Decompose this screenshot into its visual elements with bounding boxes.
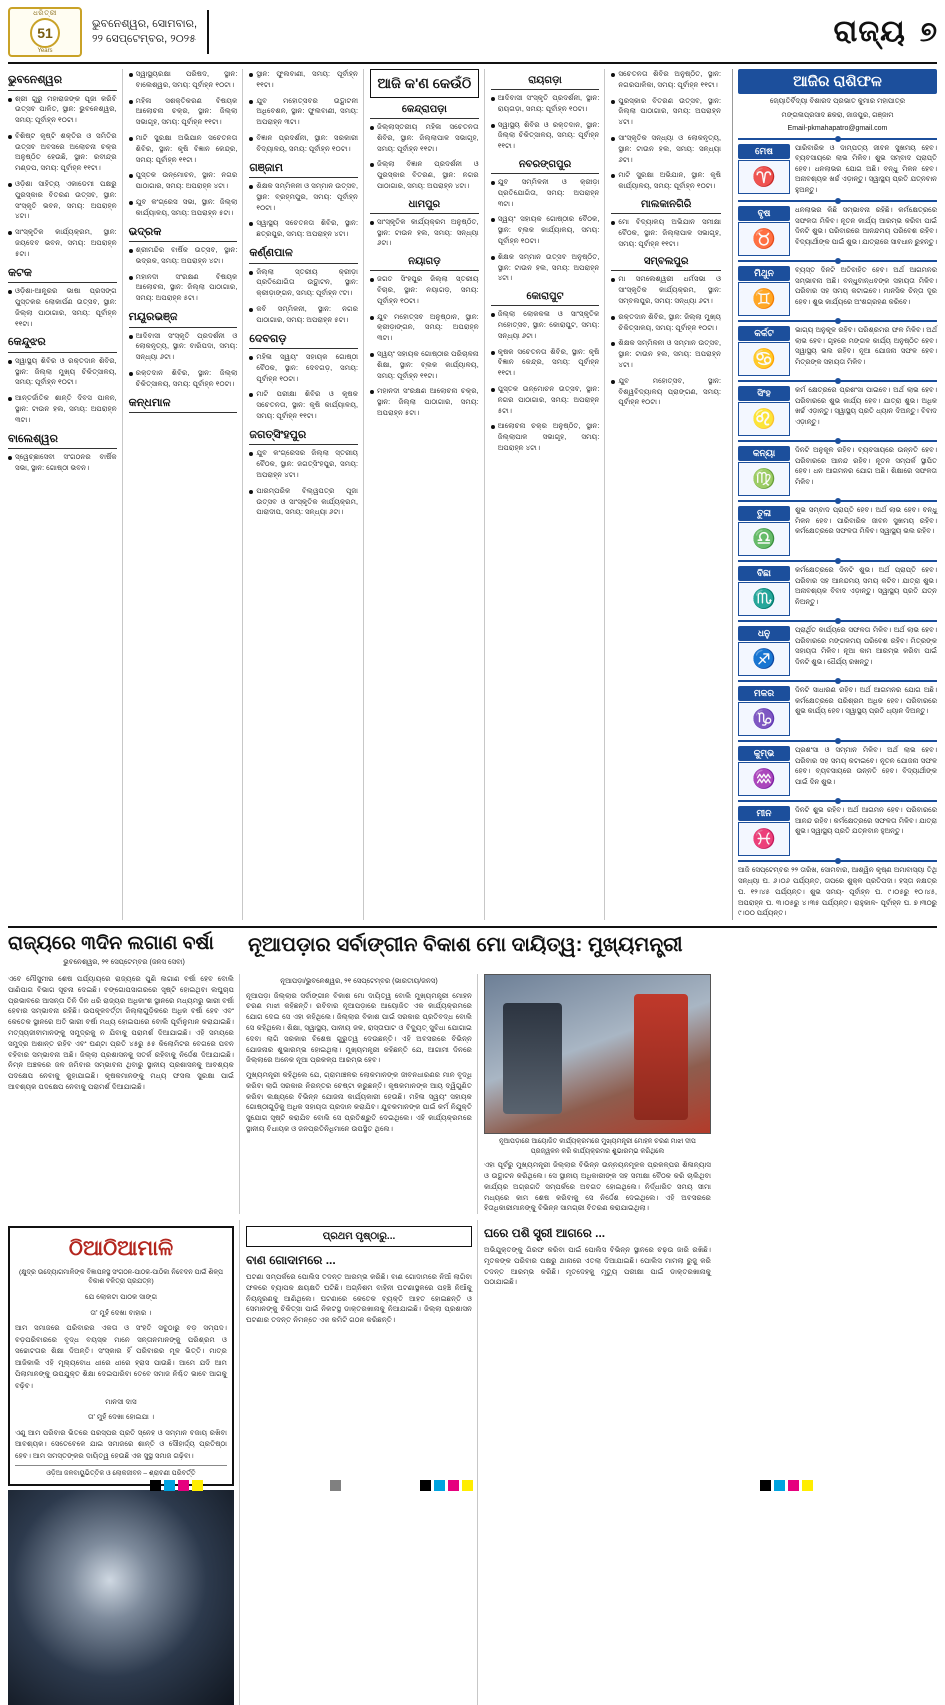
- city-heading: ଭଦ୍ରକ: [129, 224, 238, 243]
- event-item: ଆଦିବାସୀ ସଂସ୍କୃତି ପ୍ରଦର୍ଶନୀ ଓ ଲୋକନୃତ୍ୟ, ସ୍ଥାନ: ବାରିପଦା, ସମୟ: ସନ୍ଧ୍ୟା ୬ଟା।: [129, 331, 238, 363]
- zodiac-name: ମକର: [738, 686, 790, 701]
- weather-story-head: [8, 933, 240, 970]
- swatch-group-mid2: [420, 1480, 473, 1491]
- event-item: ଶିକ୍ଷକ ସମ୍ମାନ ଉତ୍ସବ ଅନୁଷ୍ଠିତ, ସ୍ଥାନ: ଟାଉନ ହଲ, ସମୟ: ଅପରାହ୍ନ ୪ଟା।: [491, 252, 600, 284]
- divider: [738, 138, 937, 140]
- page-number: ୭: [919, 16, 937, 47]
- cm-byline: ନୂଆପଡ଼ା/ଭୁବନେଶ୍ୱର, ୨୧ ସେପ୍ଟେମ୍ବର (ଭାରତୀୟ/ଜନସ): [280, 978, 438, 986]
- scorpio-icon: ♏: [738, 582, 790, 616]
- astrologer-email: Email-pkmahapatro@gmail.com: [787, 125, 888, 132]
- zodiac-text: ଧନଲାଭର କିଛି ସମ୍ଭାବନା ରହିଛି। କର୍ମକ୍ଷେତ୍ରରେ ସଫଳତା ମିଳିବ। ନୂତନ କାର୍ଯ୍ୟ ଆରମ୍ଭ କରିବା ପାଇଁ ଦିନଟି ଶୁଭ। ପରିବାରରେ ଆନନ୍ଦମୟ ପରିବେଶ ରହିବ। ବିଦ୍ୟାର୍ଥୀଙ୍କ ପାଇଁ ଶୁଭ। ଯାତ୍ରାରେ ସାବଧାନ ରୁହନ୍ତୁ।: [795, 207, 938, 246]
- event-item: ପାରମ୍ପରିକ ବିଲ୍ୱପତ୍ର ପୂଜା ଉତ୍ସବ ଓ ସାଂସ୍କୃତିକ କାର୍ଯ୍ୟକ୍ରମ, ପାରାଦୀପ, ସମୟ: ସନ୍ଧ୍ୟା ୬ଟା।: [249, 486, 358, 518]
- event-item: ଆଦିବାସୀ ସଂସ୍କୃତି ପ୍ରଦର୍ଶନୀ, ସ୍ଥାନ: ରାୟଗଡ଼ା, ସମୟ: ପୂର୍ବାହ୍ନ ୧୦ଟା।: [491, 93, 600, 115]
- event-item: ମାଟି ସୁରକ୍ଷା ଅଭିଯାନ, ସ୍ଥାନ: କୃଷି କାର୍ଯ୍ୟାଳୟ, ସମୟ: ପୂର୍ବାହ୍ନ ୧୦ଟା।: [611, 170, 721, 192]
- event-item: ସ୍ୱାସ୍ଥ୍ୟରକ୍ଷା ପରିଷଦ, ସ୍ଥାନ: ବାଲେଶ୍ୱର, ସମୟ: ପୂର୍ବାହ୍ନ ୧୦ଟା।: [129, 69, 238, 91]
- divider: [738, 380, 937, 382]
- zodiac-name: କର୍କଟ: [738, 326, 790, 341]
- photo-caption: ନୂଆପଡ଼ାରେ ଆୟୋଜିତ କାର୍ଯ୍ୟକ୍ରମରେ ମୁଖ୍ୟମନ୍ତ୍ରୀ ମୋହନ ଚରଣ ମାଝୀ ଦୀପ ପ୍ରଜ୍ୱଳନ କରି କାର୍ଯ୍ୟକ୍ରମର ଶୁଭାରମ୍ଭ କରିଥିଲେ: [499, 1138, 696, 1155]
- event-item: ଓଡ଼ିଶା ସାହିତ୍ୟ ଏକାଡେମୀ ପକ୍ଷରୁ ପୁରସ୍କାର ବିତରଣ ଉତ୍ସବ, ସ୍ଥାନ: ସଂସ୍କୃତି ଭବନ, ସମୟ: ଅପରାହ୍ନ ୪ଟା।: [8, 179, 117, 222]
- publication-logo: [8, 7, 82, 57]
- event-item: ବିଶିଷ୍ଟ କୃଷ୍ଟି ଶକ୍ତିର ଓ ସମିତିର ଉତ୍ସବ ଅବସରେ ଅଲୋଚନା ଚକ୍ର ଅନୁଷ୍ଠିତ ହେଉଛି, ସ୍ଥାନ: ରବୀନ୍ଦ୍ର ମଣ୍ଡପ, ସମୟ: ପୂର୍ବାହ୍ନ ୧୧ଟା।: [8, 131, 117, 174]
- swatch-magenta: [448, 1480, 459, 1491]
- cm-body-3: ଏହା ପୂର୍ବରୁ ମୁଖ୍ୟମନ୍ତ୍ରୀ ଜିଲ୍ଲାର ବିଭିନ୍ନ ଉନ୍ନୟନମୂଳକ ପ୍ରକଳ୍ପର ଶିଳାନ୍ୟାସ ଓ ଉଦ୍ଘାଟନ କରିଥିଲେ। ସେ ସ୍ଥାନୀୟ ଅଧିକାରୀଙ୍କ ସହ ସମୀକ୍ଷା ବୈଠକ କରି ଚାଲିଥିବା କାର୍ଯ୍ୟର ଅଗ୍ରଗତି ସମ୍ପର୍କରେ ଅବଗତ ହୋଇଥିଲେ। ନିର୍ଦ୍ଧାରିତ ସମୟ ସୀମା ମଧ୍ୟରେ କାମ ଶେଷ କରିବାକୁ ସେ ନିର୍ଦ୍ଦେଶ ଦେଇଥିଲେ। ଏହି ଅବସରରେ ହିତାଧିକାରୀମାନଙ୍କୁ ବିଭିନ୍ନ ସାମଗ୍ରୀ ବିତରଣ କରାଯାଇଥିଲା।: [484, 1160, 711, 1213]
- city-heading: କେନ୍ଦ୍ରାପଡ଼ା: [370, 102, 479, 119]
- cm-body-2: ମୁଖ୍ୟମନ୍ତ୍ରୀ କହିଥିଲେ ଯେ, ଗ୍ରାମାଞ୍ଚଳର ଲୋକମାନଙ୍କ ଜୀବନଧାରଣର ମାନ ବୃଦ୍ଧି କରିବା ଲାଗି ସରକାର ନିରନ୍ତର ଚେଷ୍ଟା କରୁଛନ୍ତି। କୃଷକମାନଙ୍କ ଆୟ ଦ୍ୱିଗୁଣିତ କରିବା ଲକ୍ଷ୍ୟରେ ବିଭିନ୍ନ ଯୋଜନା କାର୍ଯ୍ୟକାରୀ ହେଉଛି। ମହିଳା ସ୍ୱୟଂ ସହାୟକ ଗୋଷ୍ଠୀଗୁଡ଼ିକୁ ଅଧିକ ସହାୟତା ପ୍ରଦାନ କରାଯିବ। ଯୁବକମାନଙ୍କ ପାଇଁ କର୍ମ ନିଯୁକ୍ତି ସୁଯୋଗ ସୃଷ୍ଟି କରାଯିବ ବୋଲି ସେ ପ୍ରତିଶ୍ରୁତି ଦେଇଥିଲେ। ଏହି କାର୍ଯ୍ୟକ୍ରମରେ ସ୍ଥାନୀୟ ବିଧାୟକ ଓ ଜନପ୍ରତିନିଧିମାନେ ଉପସ୍ଥିତ ଥିଲେ।: [246, 1070, 472, 1134]
- feature-ad-column: [8, 1220, 240, 1705]
- zodiac-text: ଦିନଟି ଅନୁକୂଳ ରହିବ। ବ୍ୟବସାୟରେ ଉନ୍ନତି ହେବ। ପରିବାରରେ ଆନନ୍ଦ ରହିବ। ନୂତନ ସମ୍ପର୍କ ସ୍ଥାପିତ ହେବ। ଧନ ଆଗମନର ଯୋଗ ଅଛି। ଶିକ୍ଷାରେ ସଫଳତା ମିଳିବ।: [795, 447, 937, 486]
- zodiac-name: କୁମ୍ଭ: [738, 746, 790, 761]
- event-item: ଓଡ଼ିଶା-ଆନ୍ଧ୍ରର ଭାଷା ପ୍ରସଙ୍ଗ ପୁସ୍ତକର ଲୋକାର୍ପଣ ଉତ୍ସବ, ସ୍ଥାନ: ଜିଲ୍ଲା ପାଠାଗାର, ସମୟ: ପୂର୍ବାହ୍ନ ୧୧ଟା।: [8, 286, 117, 329]
- event-item: ସଚେତନତା ଶିବିର ଅନୁଷ୍ଠିତ, ସ୍ଥାନ: ନଗରପାଳିକା, ସମୟ: ପୂର୍ବାହ୍ନ ୧୧ଟା।: [611, 69, 721, 91]
- swatch-yellow: [462, 1480, 473, 1491]
- zodiac-entry: [738, 326, 937, 376]
- event-item: ଯୁବ ମହୋତ୍ସବର ଉଦ୍ଘାଟନୀ ଅଧିବେଶନ, ସ୍ଥାନ: ଫୁଲବାଣୀ, ସମୟ: ଅପରାହ୍ନ ୩ଟା।: [249, 96, 358, 128]
- city-heading: କଟକ: [8, 265, 117, 284]
- astrologer-name: ଜ୍ୟୋତିର୍ବିଦ୍ୟା ବିଶାରଦ ପ୍ରଭାତ କୁମାର ମହାପାତ୍ର: [769, 98, 906, 105]
- masthead: [8, 6, 937, 64]
- astrologer-address: ମଙ୍ଗଳାପ୍ରସାଦ ଛକରା, ଜାଜପୁର, ଗଞ୍ଜାମ: [781, 111, 894, 119]
- event-item: ଆନ୍ତର୍ଜାତିକ ଶାନ୍ତି ଦିବସ ପାଳନ, ସ୍ଥାନ: ଟାଉନ ହଲ, ସମୟ: ଅପରାହ୍ନ ୩ଟା।: [8, 393, 117, 425]
- cm-story-head: [248, 933, 726, 957]
- swatch-yellow: [192, 1480, 203, 1491]
- event-item: ଜିଲ୍ଲା ସ୍ତରୀୟ କ୍ରୀଡ଼ା ପ୍ରତିଯୋଗିତା ଉଦ୍ଘାଟନ, ସ୍ଥାନ: କ୍ରୀଡ଼ାଙ୍ଗନ, ସମୟ: ପୂର୍ବାହ୍ନ ୯ଟା।: [249, 267, 358, 299]
- zodiac-entry: [738, 144, 937, 197]
- event-item: ପୁସ୍ତକ ଉନ୍ମୋଚନ, ସ୍ଥାନ: ନଗର ପାଠାଗାର, ସମୟ: ଅପରାହ୍ନ ୪ଟା।: [129, 170, 238, 192]
- zodiac-entry: [738, 386, 937, 436]
- ad-closing: ଏଣୁ ଆମ ପରିବାର ଭିତରେ ପରସ୍ପର ପ୍ରତି ସ୍ନେହ ଓ ସମ୍ମାନ ବଜାୟ ରଖିବା ଆବଶ୍ୟକ। ସେତେବେଳେ ଯାଇ ସମାଜରେ ଶାନ୍ତି ଓ ସୌହାର୍ଦ୍ଦ୍ୟ ପ୍ରତିଷ୍ଠା ହେବ। ଆମ ସମସ୍ତଙ୍କର ଦାୟିତ୍ୱ ହେଉଛି ଏକ ସୁସ୍ଥ ସମାଜ ଗଢ଼ିବା।: [15, 1427, 227, 1460]
- aquarius-icon: ♒: [738, 762, 790, 796]
- zodiac-entry: [738, 446, 937, 496]
- zodiac-badge: [738, 446, 790, 496]
- side-story-column-1: [246, 1220, 478, 1705]
- zodiac-name: ବୃଷ: [738, 206, 790, 221]
- zodiac-badge: [738, 626, 790, 676]
- zodiac-text: ପ୍ରାର୍ଥିତ କାର୍ଯ୍ୟରେ ସଫଳତା ମିଳିବ। ଅର୍ଥ ଲାଭ ହେବ। ପରିବାରରେ ମଙ୍ଗଳମୟ ପରିବେଶ ରହିବ। ମିତ୍ରଙ୍କ ସହାୟତା ମିଳିବ। ନୂଆ କାମ ଆରମ୍ଭ କରିବା ପାଇଁ ଦିନଟି ଶୁଭ। ଧୈର୍ଯ୍ୟ ରଖନ୍ତୁ।: [795, 627, 937, 666]
- city-heading: କେନ୍ଦୁଝର: [8, 334, 117, 353]
- event-item: ଶିକ୍ଷକ ସମ୍ମିଳନୀ ଓ ସମ୍ମାନ ଉତ୍ସବ, ସ୍ଥାନ: ବ୍ରହ୍ମପୁର, ସମୟ: ପୂର୍ବାହ୍ନ ୧୦ଟା।: [249, 181, 358, 213]
- sagittarius-icon: ♐: [738, 642, 790, 676]
- event-item: ସ୍ୱେଚ୍ଛାସେବୀ ସଂଗଠନର ବାର୍ଷିକ ସଭା, ସ୍ଥାନ: ଗୋଷ୍ଠୀ ଭବନ।: [8, 452, 117, 474]
- event-item: ସ୍ୱୟଂ ସହାୟକ ଗୋଷ୍ଠୀର ପରିଚାଳନା ଶିକ୍ଷା, ସ୍ଥାନ: ବ୍ଲକ କାର୍ଯ୍ୟାଳୟ, ସମୟ: ପୂର୍ବାହ୍ନ ୧୧ଟା।: [370, 349, 479, 381]
- event-item: ସାଂସ୍କୃତିକ ସନ୍ଧ୍ୟା ଓ ଲୋକନୃତ୍ୟ, ସ୍ଥାନ: ଟାଉନ ହଲ, ସମୟ: ସନ୍ଧ୍ୟା ୬ଟା।: [611, 133, 721, 165]
- lower-right-spacer: [732, 933, 937, 1705]
- event-item: ସ୍ୱାସ୍ଥ୍ୟ ଶିବିର ଓ ରକ୍ତଦାନ ଶିବିର, ସ୍ଥାନ: ଜିଲ୍ଲା ମୁଖ୍ୟ ଚିକିତ୍ସାଳୟ, ସମୟ: ପୂର୍ବାହ୍ନ ୧୦ଟା।: [8, 356, 117, 388]
- zodiac-badge: [738, 506, 790, 556]
- today-events-boxhead: ଆଜି କ'ଣ କେଉଁଠି: [370, 69, 479, 98]
- zodiac-badge: [738, 686, 790, 736]
- pisces-icon: ♓: [738, 822, 790, 856]
- zodiac-name: ବିଛା: [738, 566, 790, 581]
- swatch-magenta: [178, 1480, 189, 1491]
- zodiac-text: ଦିନଟି ଶୁଭ ରହିବ। ଅର୍ଥ ଆଗମନ ହେବ। ପରିବାରରେ ଆନନ୍ଦ ରହିବ। କର୍ମକ୍ଷେତ୍ରରେ ସଫଳତା ମିଳିବ। ଯାତ୍ରା ଶୁଭ। ସ୍ୱାସ୍ଥ୍ୟ ପ୍ରତି ଯତ୍ନବାନ ହୁଅନ୍ତୁ।: [795, 807, 937, 835]
- event-item: କବି ସମ୍ମିଳନୀ, ସ୍ଥାନ: ନଗର ପାଠାଗାର, ସମୟ: ଅପରାହ୍ନ ୫ଟା।: [249, 304, 358, 326]
- event-item: ଯୁବ କଂଗ୍ରେସ ସଭା, ସ୍ଥାନ: ଜିଲ୍ଲା କାର୍ଯ୍ୟାଳୟ, ସମୟ: ଅପରାହ୍ନ ୫ଟା।: [129, 197, 238, 219]
- event-item: ଜିଲ୍ଲା ବିଜ୍ଞାନ ପ୍ରଦର୍ଶନୀ ଓ ପୁରସ୍କାର ବିତରଣ, ସ୍ଥାନ: ନଗର ପାଠାଗାର, ସମୟ: ଅପରାହ୍ନ ୪ଟା।: [370, 159, 479, 191]
- swatch-cyan: [774, 1480, 785, 1491]
- event-item: ମାଟି ପରୀକ୍ଷା ଶିବିର ଓ କୃଷକ ସଚେତନତା, ସ୍ଥାନ: କୃଷି କାର୍ଯ୍ୟାଳୟ, ସମୟ: ପୂର୍ବାହ୍ନ ୧୧ଟା।: [249, 389, 358, 421]
- swatch-gray: [330, 1480, 341, 1491]
- city-heading: କର୍ଣ୍ଣପାଳ: [249, 245, 358, 264]
- divider: [738, 320, 937, 322]
- horoscope-panel: [732, 69, 937, 920]
- side-story-2-title: ଘରେ ପଶି ସ୍ତ୍ରୀ ଆଗରେ ...: [484, 1226, 606, 1241]
- event-item: ମାଟି ସୁରକ୍ଷା ଅଭିଯାନ ସଚେତନତା ଶିବିର, ସ୍ଥାନ: କୃଷି ବିଜ୍ଞାନ କେନ୍ଦ୍ର, ସମୟ: ପୂର୍ବାହ୍ନ ୧୧ଟା।: [129, 133, 238, 165]
- logo-years-circle: 51: [30, 18, 60, 48]
- zodiac-entry: [738, 266, 937, 316]
- event-item: ସ୍ଥାନ: ଫୁଲବାଣୀ, ସମୟ: ପୂର୍ବାହ୍ନ ୧୧ଟା।: [249, 69, 358, 91]
- city-heading: ଜଗତ୍‌ସିଂହପୁର: [249, 427, 358, 446]
- news-photo: [484, 974, 711, 1134]
- zodiac-text: ଭାଗ୍ୟ ଅନୁକୂଳ ରହିବ। ପରିଶ୍ରମର ଫଳ ମିଳିବ। ଅର୍ଥ ଲାଭ ହେବ। ଗୃହରେ ମଙ୍ଗଳ କାର୍ଯ୍ୟ ଅନୁଷ୍ଠିତ ହେବ। ସ୍ୱାସ୍ଥ୍ୟ ଭଲ ରହିବ। ନୂଆ ଯୋଜନା ସଫଳ ହେବ। ମିତ୍ରଙ୍କ ସହାୟତା ମିଳିବ।: [795, 327, 937, 366]
- divider: [738, 260, 937, 262]
- event-item: ସାଂସ୍କୃତିକ କାର୍ଯ୍ୟକ୍ରମ, ସ୍ଥାନ: ଜୟଦେବ ଭବନ, ସମୟ: ଅପରାହ୍ନ ୫ଟା।: [8, 227, 117, 259]
- event-item: ଶ୍ରୀମନ୍ଦିର ବାର୍ଷିକ ଉତ୍ସବ, ସ୍ଥାନ: ଭଦ୍ରକ, ସମୟ: ଅପରାହ୍ନ ୪ଟା।: [129, 245, 238, 267]
- divider: [738, 620, 937, 622]
- cm-photo-col: [484, 974, 716, 1214]
- event-item: ସ୍ୱୟଂ ସହାୟକ ଗୋଷ୍ଠୀର ବୈଠକ, ସ୍ଥାନ: ବ୍ଲକ କାର୍ଯ୍ୟାଳୟ, ସମୟ: ପୂର୍ବାହ୍ନ ୧୦ଟା।: [491, 214, 600, 246]
- event-item: ସ୍ୱାସ୍ଥ୍ୟ ସଚେତନତା ଶିବିର, ସ୍ଥାନ: ଛତ୍ରପୁର, ସମୟ: ଅପରାହ୍ନ ୪ଟା।: [249, 218, 358, 240]
- zodiac-text: ପାରିବାରିକ ଓ ଦାମ୍ପତ୍ୟ ଜୀବନ ସୁଖମୟ ହେବ। ବ୍ୟବସାୟରେ ଲାଭ ମିଳିବ। ଶୁଭ ସମ୍ବାଦ ପ୍ରାପ୍ତି ହେବ। ଧନଲାଭର ଯୋଗ ଅଛି। ବନ୍ଧୁ ମିଳନ ହେବ। ଅନାବଶ୍ୟକ ଖର୍ଚ୍ଚ ଏଡ଼ାନ୍ତୁ। ସ୍ୱାସ୍ଥ୍ୟ ପ୍ରତି ଯତ୍ନବାନ ହୁଅନ୍ତୁ।: [795, 144, 937, 194]
- event-item: ମହାନଦୀ ସଂରକ୍ଷଣ ବିଷୟକ ଆଲୋଚନା, ସ୍ଥାନ: ଜିଲ୍ଲା ପାଠାଗାର, ସମୟ: ଅପରାହ୍ନ ୫ଟା।: [129, 272, 238, 304]
- zodiac-text: କର୍ମ କ୍ଷେତ୍ରରେ ପ୍ରଶଂସା ପାଇବେ। ଅର୍ଥ ଲାଭ ହେବ। ପରିବାରରେ ଶୁଭ କାର୍ଯ୍ୟ ହେବ। ଯାତ୍ରା ଶୁଭ। ଅଧିକ ଖର୍ଚ୍ଚ ଏଡ଼ାନ୍ତୁ। ସ୍ୱାସ୍ଥ୍ୟ ପ୍ରତି ଧ୍ୟାନ ଦିଅନ୍ତୁ। ବିବାଦ ଏଡ଼ାନ୍ତୁ।: [795, 387, 937, 426]
- divider: [738, 680, 937, 682]
- masthead-place: ଭୁବନେଶ୍ୱର, ସୋମବାର,: [92, 18, 198, 31]
- event-item: ପୁସ୍ତକ ଉନ୍ମୋଚନ ଉତ୍ସବ, ସ୍ଥାନ: ନଗର ପାଠାଗାର, ସମୟ: ଅପରାହ୍ନ ୫ଟା।: [491, 384, 600, 416]
- city-heading: ନବରଙ୍ଗପୁର: [491, 157, 600, 174]
- event-item: ଯୁବ ମହୋତ୍ସବ ଅନୁଷ୍ଠାନ, ସ୍ଥାନ: କ୍ରୀଡ଼ାଙ୍ଗନ, ସମୟ: ଅପରାହ୍ନ ୩ଟା।: [370, 312, 479, 344]
- zodiac-text: ପ୍ରଶଂସା ଓ ସମ୍ମାନ ମିଳିବ। ଅର୍ଥ ଲାଭ ହେବ। ପରିବାର ସହ ସମୟ କଟାଇବେ। ନୂତନ ଯୋଜନା ସଫଳ ହେବ। ବ୍ୟବସାୟରେ ଉନ୍ନତି ହେବ। ବିଦ୍ୟାର୍ଥୀଙ୍କ ପାଇଁ ଦିନ ଶୁଭ।: [795, 747, 937, 786]
- zodiac-text: ବ୍ୟସ୍ତ ଦିନଟି ଅତିବାହିତ ହେବ। ଅର୍ଥ ଆଗମନର ସମ୍ଭାବନା ଅଛି। ବନ୍ଧୁବାନ୍ଧବଙ୍କ ସହାୟତା ମିଳିବ। ପରିବାର ସହ ସମୟ କଟାଇବେ। ମାନସିକ ଚିନ୍ତା ଦୂର ହେବ। ଶୁଭ କାର୍ଯ୍ୟରେ ଅଂଶଗ୍ରହଣ କରିବେ।: [795, 267, 937, 306]
- city-heading: କନ୍ଧମାଳ: [129, 395, 238, 414]
- divider: [738, 740, 937, 742]
- side-story-1-body: ଘଟଣା ସମ୍ପର୍କରେ ପୋଲିସ ତଦନ୍ତ ଆରମ୍ଭ କରିଛି। ବାଣ ଗୋଦାମରେ ନିଆଁ ଲାଗିବା ଫଳରେ ବ୍ୟାପକ କ୍ଷୟକ୍ଷତି ଘଟିଛି। ଅଗ୍ନିଶମ ବାହିନୀ ଘଟଣାସ୍ଥଳରେ ପହଞ୍ଚି ନିଆଁକୁ ନିୟନ୍ତ୍ରଣକୁ ଆଣିଥିଲେ। ଘଟଣାରେ କେତେକ ବ୍ୟକ୍ତି ଆହତ ହୋଇଛନ୍ତି ଓ ସେମାନଙ୍କୁ ଚିକିତ୍ସା ପାଇଁ ନିକଟସ୍ଥ ଡାକ୍ତରଖାନାକୁ ନିଆଯାଇଛି। ଜିଲ୍ଲା ପ୍ରଶାସନ ଘଟଣାର ତଦନ୍ତ ନିମନ୍ତେ ଏକ କମିଟି ଗଠନ କରିଛନ୍ତି।: [246, 1272, 472, 1325]
- feature-ad-box: [8, 1226, 234, 1486]
- capricorn-icon: ♑: [738, 702, 790, 736]
- weather-story-body: ଏବେ ମୌସୁମୀର ଶେଷ ପର୍ଯ୍ୟାୟରେ ରାଜ୍ୟରେ ପୁଣି ଲଗାଣ ବର୍ଷା ହେବ ବୋଲି ପାଣିପାଗ ବିଭାଗ ସୂଚନା ଦେଇଛି। ବଙ୍ଗୋପସାଗରରେ ସୃଷ୍ଟି ହୋଇଥିବା ଲଘୁଚାପ ପ୍ରଭାବରେ ଆସନ୍ତା ତିନି ଦିନ ଧରି ରାଜ୍ୟର ଅଧିକାଂଶ ସ୍ଥାନରେ ମଧ୍ୟମରୁ ଭାରୀ ବର୍ଷା ହେବାର ସମ୍ଭାବନା ରହିଛି। ଉପକୂଳବର୍ତ୍ତୀ ଜିଲ୍ଲାଗୁଡ଼ିକରେ ଅଧିକ ବର୍ଷା ହେବ ଏବଂ କେତେକ ସ୍ଥାନରେ ଅତି ଭାରୀ ବର୍ଷା ମଧ୍ୟ ହୋଇପାରେ ବୋଲି ପୂର୍ବାନୁମାନ କରାଯାଇଛି। ମତ୍ସ୍ୟଜୀବୀମାନଙ୍କୁ ସମୁଦ୍ରକୁ ନ ଯିବାକୁ ପରାମର୍ଶ ଦିଆଯାଇଛି। ଏହି ସମୟରେ ସମୁଦ୍ର ଅଶାନ୍ତ ରହିବ ଏବଂ ଘଣ୍ଟା ପ୍ରତି ୪୫ରୁ ୫୫ କିଲୋମିଟର ବେଗରେ ପବନ ବହିବାର ସମ୍ଭାବନା ଅଛି। ଜିଲ୍ଲା ପ୍ରଶାସନକୁ ସତର୍କ ରହିବାକୁ ନିର୍ଦ୍ଦେଶ ଦିଆଯାଇଛି। ନିମ୍ନ ଅଞ୍ଚଳରେ ଜଳ ଜମିବାର ସମ୍ଭାବନା ଥିବାରୁ ସ୍ଥାନୀୟ ପ୍ରଶାସନକୁ ଆବଶ୍ୟକ ପଦକ୍ଷେପ ନେବାକୁ କୁହାଯାଇଛି। କୃଷକମାନଙ୍କୁ ମଧ୍ୟ ଫସଲ ସୁରକ୍ଷା ପାଇଁ ଆବଶ୍ୟକ ପଦକ୍ଷେପ ନେବାକୁ ପରାମର୍ଶ ଦିଆଯାଇଛି।: [8, 974, 240, 1214]
- bottom-columns: [8, 1220, 726, 1705]
- event-item: ଜିଲ୍ଲାସ୍ତରୀୟ ମହିଳା ସଚେତନତା ଶିବିର, ସ୍ଥାନ: ଜିଲ୍ଲାପାଳ ସଭାଗୃହ, ସମୟ: ପୂର୍ବାହ୍ନ ୧୧ଟା।: [370, 122, 479, 154]
- event-item: ଯୁବ କଂଗ୍ରେସର ଜିଲ୍ଲା ସ୍ତରୀୟ ବୈଠକ, ସ୍ଥାନ: ଜଗତ୍‌ସିଂହପୁର, ସମୟ: ଅପରାହ୍ନ ୪ଟା।: [249, 448, 358, 480]
- event-item: ମହିଳା ସ୍ୱୟଂ ସହାୟକ ଗୋଷ୍ଠୀ ବୈଠକ, ସ୍ଥାନ: ଦେବଗଡ଼, ସମୟ: ପୂର୍ବାହ୍ନ ୧୦ଟା।: [249, 352, 358, 384]
- event-item: ଜିଲ୍ଲା ଲୋକକଳା ଓ ସାଂସ୍କୃତିକ ମହୋତ୍ସବ, ସ୍ଥାନ: କୋରାପୁଟ, ସମୟ: ସନ୍ଧ୍ୟା ୬ଟା।: [491, 309, 600, 341]
- side-story-column-2: [484, 1220, 716, 1705]
- lower-section: [8, 926, 937, 1705]
- swatch-group-right: [760, 1480, 813, 1491]
- divider: [738, 440, 937, 442]
- ad-line-2: ତା' ମୁହଁ ଦେଖା ବାହାର ।: [90, 1307, 152, 1317]
- zodiac-text: ଦିନଟି ସାଧାରଣ ରହିବ। ଅର୍ଥ ଆଗମନର ଯୋଗ ଅଛି। କର୍ମକ୍ଷେତ୍ରରେ ପରିଶ୍ରମ ଅଧିକ ହେବ। ପରିବାରରେ ଶୁଭ କାର୍ଯ୍ୟ ହେବ। ସ୍ୱାସ୍ଥ୍ୟ ପ୍ରତି ଧ୍ୟାନ ଦିଅନ୍ତୁ।: [795, 687, 937, 715]
- events-column-2: [129, 69, 244, 920]
- swatch-yellow: [802, 1480, 813, 1491]
- masthead-date: ୨୨ ସେପ୍ଟେମ୍ବର, ୨୦୨୫: [92, 33, 197, 45]
- zodiac-badge: [738, 266, 790, 316]
- side-story-1-title: ବାଣ ଗୋଦାମରେ ...: [246, 1253, 336, 1268]
- ad-signature-2: ତା' ମୁହଁ ଦେଖା ହୋଇଯା ।: [87, 1412, 155, 1422]
- lower-left-block: [8, 933, 726, 1705]
- zodiac-name: ମେଷ: [738, 144, 790, 159]
- ad-credit: ଓଡ଼ିଆ ଜଳବାୟୁଭିତ୍ତିକ ଓ ଲୋକଜୀବନ – ଶ୍ରାବଣୀ ପରିବର୍ତ୍ତି: [15, 1465, 227, 1479]
- event-item: ମା ସମଲେଶ୍ୱରୀ ଧର୍ମସଭା ଓ ସାଂସ୍କୃତିକ କାର୍ଯ୍ୟକ୍ରମ, ସ୍ଥାନ: ସମ୍ବଲପୁର, ସମୟ: ସନ୍ଧ୍ୟା ୬ଟା।: [611, 274, 721, 306]
- weather-headline: ରାଜ୍ୟରେ ୩ଦିନ ଲଗାଣ ବର୍ଷା: [8, 933, 214, 955]
- events-columns: [8, 69, 726, 920]
- event-item: ଶ୍ରୀ ଗୁରୁ ମହାରାଜଙ୍କ ପୂଜା କରିବି ଉତ୍ସବ ପାଳିତ, ସ୍ଥାନ: ଭୁବନେଶ୍ୱର, ସମୟ: ପୂର୍ବାହ୍ନ ୧୦ଟା।: [8, 94, 117, 126]
- section-title: ରାଜ୍ୟ: [833, 15, 906, 48]
- zodiac-entry: [738, 686, 937, 736]
- event-item: ଆଲୋଚନା ଚକ୍ର ଅନୁଷ୍ଠିତ, ସ୍ଥାନ: ଜିଲ୍ଲାପାଳ ସଭାଗୃହ, ସମୟ: ଅପରାହ୍ନ ୪ଟା।: [491, 421, 600, 453]
- cancer-icon: ♋: [738, 342, 790, 376]
- zodiac-entry: [738, 806, 937, 856]
- zodiac-name: ତୁଳା: [738, 506, 790, 521]
- event-item: ଜଗତ ସିଂହପୁର ଜିଲ୍ଲା ସ୍ତରୀୟ ବିଚାର, ସ୍ଥାନ: ନୟାଗଡ଼, ସମୟ: ପୂର୍ବାହ୍ନ ୧୦ଟା।: [370, 274, 479, 306]
- cm-body-1: ନୂଆପଡ଼ା ଜିଲ୍ଲାର ସର୍ବାଙ୍ଗୀନ ବିକାଶ ମୋ ଦାୟିତ୍ୱ ବୋଲି ମୁଖ୍ୟମନ୍ତ୍ରୀ ମୋହନ ଚରଣ ମାଝୀ କହିଛନ୍ତି। ରବିବାର ନୂଆପଡ଼ାରେ ଆୟୋଜିତ ଏକ କାର୍ଯ୍ୟକ୍ରମରେ ଯୋଗ ଦେଇ ସେ ଏହା କହିଥିଲେ। ଜିଲ୍ଲାର ବିକାଶ ପାଇଁ ସରକାର ପ୍ରତିବଦ୍ଧ ବୋଲି ସେ କହିଥିଲେ। ଶିକ୍ଷା, ସ୍ୱାସ୍ଥ୍ୟ, ପାନୀୟ ଜଳ, ରାସ୍ତାଘାଟ ଓ ବିଦ୍ୟୁତ୍ ସୁବିଧା ଯୋଗାଇ ଦେବା ଲାଗି ସରକାର ବିଶେଷ ଗୁରୁତ୍ୱ ଦେଉଛନ୍ତି। ଏହି ଅବସରରେ ବିଭିନ୍ନ ଯୋଜନାର ଶୁଭାରମ୍ଭ ହୋଇଥିଲା। ମୁଖ୍ୟମନ୍ତ୍ରୀ କହିଛନ୍ତି ଯେ, ଆଗାମୀ ଦିନରେ ଜିଲ୍ଲାରେ ଅନେକ ନୂଆ ପ୍ରକଳ୍ପ ଆରମ୍ଭ ହେବ।: [246, 990, 472, 1065]
- logo-top-text: ଧରିତ୍ରୀ: [33, 10, 57, 17]
- swatch-cyan: [434, 1480, 445, 1491]
- swatch-cyan: [164, 1480, 175, 1491]
- city-heading: ଭୁବନେଶ୍ୱର: [8, 72, 117, 91]
- events-column-4: [370, 69, 485, 920]
- logo-bottom-text: Years: [37, 48, 53, 54]
- event-item: ସ୍ୱାସ୍ଥ୍ୟ ଶିବିର ଓ ରକ୍ତଦାନ, ସ୍ଥାନ: ଜିଲ୍ଲା ଚିକିତ୍ସାଳୟ, ସମୟ: ପୂର୍ବାହ୍ନ ୧୧ଟା।: [491, 120, 600, 152]
- swatch-magenta: [788, 1480, 799, 1491]
- swatch-black: [420, 1480, 431, 1491]
- city-heading: ଧାମପୁର: [370, 197, 479, 214]
- city-heading: କୋରାପୁଟ: [491, 289, 600, 306]
- zodiac-badge: [738, 386, 790, 436]
- swatch-group-mid: [330, 1480, 341, 1491]
- ad-line-1: ଯେ ଲୋକଟା ପାଠକ ସାଙ୍ଗ: [84, 1292, 158, 1302]
- ad-body: ଆମ ସମାଜରେ ପରିବାରର ଏକତା ଓ ସଂହତି ସବୁଠାରୁ ବଡ଼ ସମ୍ପଦ। ବଡ଼ପରିବାରରେ ବୃଦ୍ଧ ବୟସ୍କ ମାନେ ସନ୍ତାନମାନଙ୍କୁ ପରିଶ୍ରମ ଓ ସଚ୍ଚୋଟତାର ଶିକ୍ଷା ଦିଅନ୍ତି। ସଂସ୍କାର ହିଁ ପରିବାରର ମୂଳ ଭିତ୍ତି। ମାତ୍ର ଆଜିକାଲି ଏହି ମୂଲ୍ୟବୋଧ ଧୀରେ ଧୀରେ ହ୍ରାସ ପାଉଛି। ଆମେ ଯଦି ଆମ ପିଲାମାନଙ୍କୁ ଉପଯୁକ୍ତ ଶିକ୍ଷା ଦେଇପାରିବା ତେବେ ସମାଜ ନିଶ୍ଚିତ ଭାବେ ଆଗକୁ ବଢ଼ିବ।: [15, 1323, 227, 1390]
- event-item: ବିଜ୍ଞାନ ପ୍ରଦର୍ଶନୀ, ସ୍ଥାନ: ସରକାରୀ ବିଦ୍ୟାଳୟ, ସମୟ: ପୂର୍ବାହ୍ନ ୧୦ଟା।: [249, 133, 358, 155]
- zodiac-entry: [738, 746, 937, 796]
- zodiac-name: ସିଂହ: [738, 386, 790, 401]
- zodiac-entry: [738, 506, 937, 556]
- divider: [738, 500, 937, 502]
- continued-header: ପ୍ରଥମ ପୃଷ୍ଠାରୁ...: [246, 1226, 472, 1247]
- city-heading: ମୟୂରଭଞ୍ଜ: [129, 309, 238, 328]
- zodiac-badge: [738, 326, 790, 376]
- zodiac-entry: [738, 626, 937, 676]
- panchang-footer: ଆଜି ସେପ୍ଟେମ୍ବର ୨୨ ତାରିଖ, ସୋମବାର, ଆଶ୍ୱିନ କୃଷ୍ଣ ଅମାବାସ୍ୟା ତିଥି ସନ୍ଧ୍ୟା ଘ. ୬।୦୬ ପର୍ଯ୍ୟନ୍ତ, ତାପରେ ଶୁକ୍ଳ ପ୍ରତିପଦା। ହସ୍ତା ନକ୍ଷତ୍ର ଘ. ୧୨।୪୫ ପର୍ଯ୍ୟନ୍ତ। ଶୁଭ ସମୟ- ପୂର୍ବାହ୍ନ ଘ. ୯।୦୫ରୁ ୧୦।୪୫, ଅପରାହ୍ନ ଘ. ୩।୦୫ରୁ ୪।୩୫ ପର୍ଯ୍ୟନ୍ତ। ରାହୁକାଳ- ପୂର୍ବାହ୍ନ ଘ. ୭।୩୦ରୁ ୯।୦୦ ପର୍ଯ୍ୟନ୍ତ।: [738, 867, 937, 918]
- city-heading: ଗଞ୍ଜାମ: [249, 160, 358, 179]
- event-item: ଯୁବ ମହୋତ୍ସବ, ସ୍ଥାନ: ବିଶ୍ୱବିଦ୍ୟାଳୟ ପ୍ରାଙ୍ଗଣ, ସମୟ: ପୂର୍ବାହ୍ନ ୧୦ଟା।: [611, 376, 721, 408]
- zodiac-badge: [738, 144, 790, 197]
- events-column-1: [8, 69, 123, 920]
- zodiac-text: ଶୁଭ ସମ୍ବାଦ ପ୍ରାପ୍ତି ହେବ। ଅର୍ଥ ଲାଭ ହେବ। ବନ୍ଧୁ ମିଳନ ହେବ। ପାରିବାରିକ ଜୀବନ ସୁଖମୟ ରହିବ। କର୍ମକ୍ଷେତ୍ରରେ ସଫଳତା ମିଳିବ। ସ୍ୱାସ୍ଥ୍ୟ ଭଲ ରହିବ।: [795, 507, 937, 535]
- events-column-6: [611, 69, 726, 920]
- ad-title: ଠିଆଠିଆମାଳି: [68, 1237, 174, 1261]
- event-item: ପୁରସ୍କାର ବିତରଣ ଉତ୍ସବ, ସ୍ଥାନ: ଜିଲ୍ଲା ପାଠାଗାର, ସମୟ: ଅପରାହ୍ନ ୪ଟା।: [611, 96, 721, 128]
- event-item: ମହାନଦୀ ସଂରକ୍ଷଣ ଆଲୋଚନା ଚକ୍ର, ସ୍ଥାନ: ଜିଲ୍ଲା ପାଠାଗାର, ସମୟ: ଅପରାହ୍ନ ୫ଟା।: [370, 386, 479, 418]
- taurus-icon: ♉: [738, 222, 790, 256]
- zodiac-text: କର୍ମକ୍ଷେତ୍ରରେ ଦିନଟି ଶୁଭ। ଅର୍ଥ ପ୍ରାପ୍ତି ହେବ। ପରିବାର ସହ ଆନନ୍ଦମୟ ସମୟ କଟିବ। ଯାତ୍ରା ଶୁଭ। ଅନାବଶ୍ୟକ ବିବାଦ ଏଡ଼ାନ୍ତୁ। ସ୍ୱାସ୍ଥ୍ୟ ପ୍ରତି ଯତ୍ନ ନିଅନ୍ତୁ।: [795, 567, 937, 606]
- swatch-black: [150, 1480, 161, 1491]
- city-heading: ବାଲେଶ୍ୱର: [8, 431, 117, 450]
- events-column-5: [491, 69, 606, 920]
- weather-byline: ଭୁବନେଶ୍ୱର, ୨୧ ସେପ୍ଟେମ୍ବର (ଜନସ ସେବା): [63, 959, 185, 967]
- swatch-black: [760, 1480, 771, 1491]
- print-registration-bar: [0, 1480, 945, 1494]
- gemini-icon: ♊: [738, 282, 790, 316]
- lower-columns: [8, 974, 726, 1214]
- zodiac-entry: [738, 566, 937, 616]
- leo-icon: ♌: [738, 402, 790, 436]
- divider: [738, 800, 937, 802]
- zodiac-badge: [738, 206, 790, 256]
- event-item: ରକ୍ତଦାନ ଶିବିର, ସ୍ଥାନ: ଜିଲ୍ଲା ମୁଖ୍ୟ ଚିକିତ୍ସାଳୟ, ସମୟ: ପୂର୍ବାହ୍ନ ୧୦ଟା।: [611, 312, 721, 334]
- cm-headline: ନୂଆପଡ଼ାର ସର୍ବାଙ୍ଗୀନ ବିକାଶ ମୋ ଦାୟିତ୍ୱ: ମୁଖ୍ୟମନ୍ତ୍ରୀ: [248, 934, 683, 957]
- zodiac-name: ଧନୁ: [738, 626, 790, 641]
- city-heading: ସମ୍ବଲପୁର: [611, 254, 721, 271]
- zodiac-name: ମୀନ: [738, 806, 790, 821]
- satellite-image: [8, 1490, 234, 1705]
- event-item: ମହିଳା ସଶକ୍ତିକରଣ ବିଷୟକ ଆଲୋଚନା ଚକ୍ର, ସ୍ଥାନ: ଜିଲ୍ଲା ସଭାଗୃହ, ସମୟ: ପୂର୍ବାହ୍ନ ୧୧ଟା।: [129, 96, 238, 128]
- lead-headlines-row: [8, 933, 726, 970]
- virgo-icon: ♍: [738, 462, 790, 496]
- event-item: ଶିକ୍ଷକ ସମ୍ମିଳନୀ ଓ ସମ୍ମାନ ଉତ୍ସବ, ସ୍ଥାନ: ଟାଉନ ହଲ, ସମୟ: ଅପରାହ୍ନ ୪ଟା।: [611, 338, 721, 370]
- city-heading: ଦେବଗଡ଼: [249, 331, 358, 350]
- event-item: ଯୁବ ସମ୍ମିଳନୀ ଓ କ୍ରୀଡ଼ା ପ୍ରତିଯୋଗିତା, ସମୟ: ଅପରାହ୍ନ ୩ଟା।: [491, 177, 600, 209]
- cm-story-col1: [246, 974, 478, 1214]
- event-item: ରକ୍ତଦାନ ଶିବିର, ସ୍ଥାନ: ଜିଲ୍ଲା ଚିକିତ୍ସାଳୟ, ସମୟ: ପୂର୍ବାହ୍ନ ୧୦ଟା।: [129, 368, 238, 390]
- city-heading: ରାୟଗଡ଼ା: [491, 73, 600, 90]
- zodiac-badge: [738, 566, 790, 616]
- swatch-group-left: [150, 1480, 203, 1491]
- zodiac-name: କନ୍ୟା: [738, 446, 790, 461]
- zodiac-name: ମିଥୁନ: [738, 266, 790, 281]
- masthead-dateline: [92, 10, 209, 54]
- city-heading: ମାଲକାନଗିରି: [611, 197, 721, 214]
- libra-icon: ♎: [738, 522, 790, 556]
- ad-signature-1: ମାନସୀ ଦାସ: [105, 1396, 137, 1406]
- divider: [738, 200, 937, 202]
- main-content-grid: [8, 69, 937, 920]
- aries-icon: ♈: [738, 160, 790, 194]
- ad-subtitle: (କ୍ଷୁଦ୍ର ଉଦ୍ୟୋଗମାଳିଙ୍କ ବିଜ୍ଞାପନସ୍ଥ ସଂଗଠନ-ପାଠକ-ପାଠିକା ନିବେଦନ ପାଇଁ ଶିଳ୍ପ ବିକାଶ ବଳିତ୍ରା ପ୍ରଯତ୍ନ): [18, 1268, 224, 1286]
- zodiac-badge: [738, 806, 790, 856]
- event-item: କୃଷକ ସଚେତନତା ଶିବିର, ସ୍ଥାନ: କୃଷି ବିଜ୍ଞାନ କେନ୍ଦ୍ର, ସମୟ: ପୂର୍ବାହ୍ନ ୧୧ଟା।: [491, 347, 600, 379]
- events-column-3: [249, 69, 364, 920]
- divider: [738, 860, 937, 862]
- zodiac-badge: [738, 746, 790, 796]
- horoscope-title: ଆଜିର ରାଶିଫଳ: [738, 69, 937, 94]
- city-heading: ନୟାଗଡ଼: [370, 254, 479, 271]
- event-item: ସାଂସ୍କୃତିକ କାର୍ଯ୍ୟକ୍ରମ ଅନୁଷ୍ଠିତ, ସ୍ଥାନ: ଟାଉନ ହଲ, ସମୟ: ସନ୍ଧ୍ୟା ୬ଟା।: [370, 217, 479, 249]
- masthead-section-area: [834, 15, 937, 49]
- event-item: ମୋ ବିଦ୍ୟାଳୟ ଅଭିଯାନ ସମୀକ୍ଷା ବୈଠକ, ସ୍ଥାନ: ଜିଲ୍ଲାପାଳ ସଭାଗୃହ, ସମୟ: ପୂର୍ବାହ୍ନ ୧୧ଟା।: [611, 217, 721, 249]
- side-story-2-body: ଅଭିଯୁକ୍ତଙ୍କୁ ଗିରଫ କରିବା ପାଇଁ ପୋଲିସ ବିଭିନ୍ନ ସ୍ଥାନରେ ଚଢ଼ଉ ଜାରି ରଖିଛି। ମୃତକଙ୍କ ପରିବାର ପକ୍ଷରୁ ଥାନାରେ ଏତଲା ଦିଆଯାଇଛି। ପୋଲିସ ମାମଲା ରୁଜୁ କରି ତଦନ୍ତ ଆରମ୍ଭ କରିଛି। ମୃତଦେହକୁ ମୃତ୍ୟୁ ପରୀକ୍ଷା ପାଇଁ ଡାକ୍ତରଖାନାକୁ ପଠାଯାଇଛି।: [484, 1245, 711, 1287]
- divider: [738, 560, 937, 562]
- zodiac-entry: [738, 206, 937, 256]
